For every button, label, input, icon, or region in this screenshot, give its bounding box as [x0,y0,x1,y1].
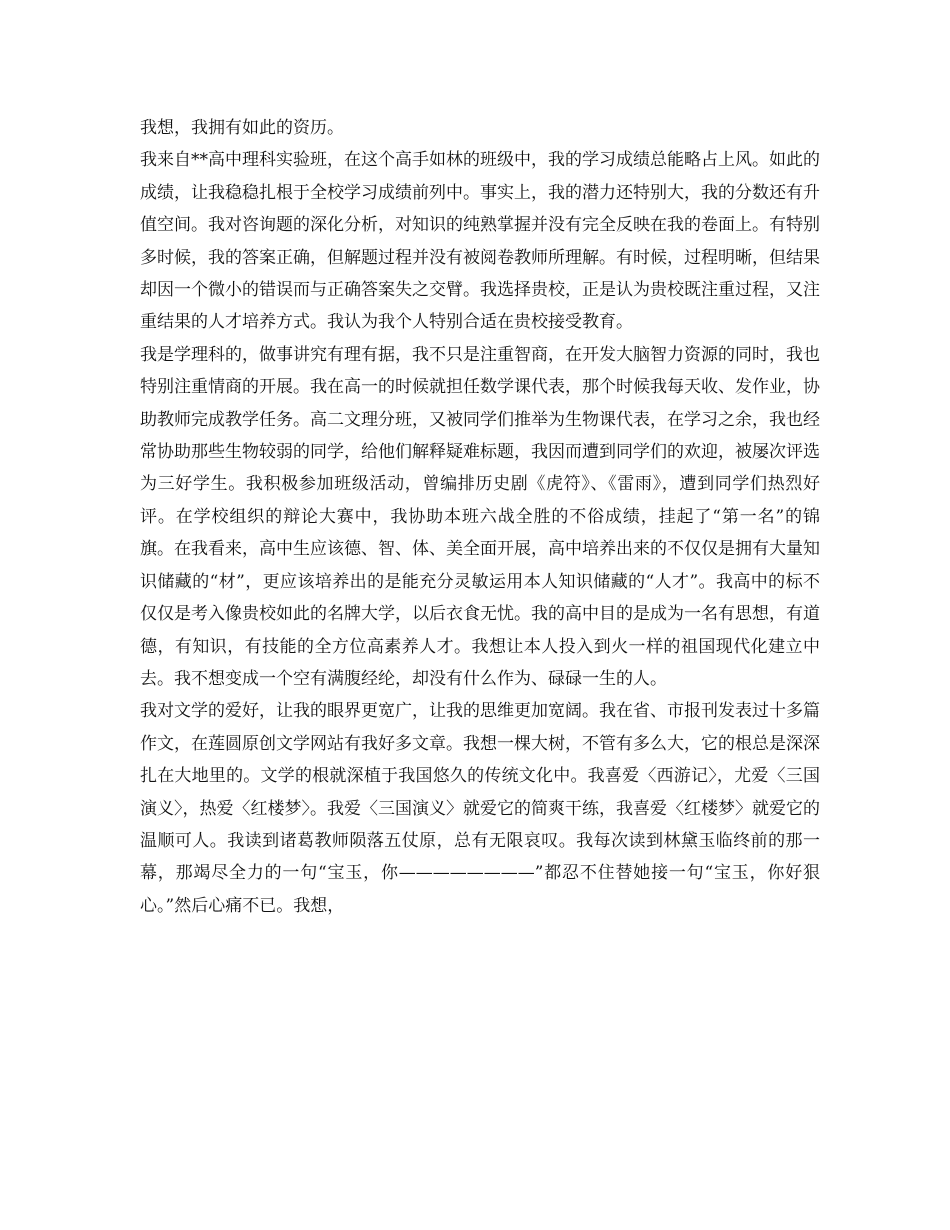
document-body [140,112,820,922]
paragraph-2: 我来自**高中理科实验班，在这个高手如林的班级中，我的学习成绩总能略占上风。如此的成绩，让我稳稳扎根于全校学习成绩前列中。事实上，我的潜力还特别大，我的分数还有升值空间。我对咨询题的深化分析，对知识的纯熟掌握并没有完全反映在我的卷面上。有特别多时候，我的答案正确，但解题过程并没有被阅卷教师所理解。有时候，过程明晰，但结果却因一个微小的错误而与正确答案失之交臂。我选择贵校，正是认为贵校既注重过程，又注重结果的人才培养方式。我认为我个人特别合适在贵校接受教育。 [140,150,820,333]
paragraph-4: 我对文学的爱好，让我的眼界更宽广，让我的思维更加宽阔。我在省、市报刊发表过十多篇作文，在莲圆原创文学网站有我好多文章。我想一棵大树，不管有多么大，它的根总是深深扎在大地里的。文学的根就深植于我国悠久的传统文化中。我喜爱〈西游记〉，尤爱〈三国演义〉，热爱〈红楼梦〉。我爱〈三国演义〉就爱它的简爽干练，我喜爱〈红楼梦〉就爱它的温顺可人。我读到诸葛教师陨落五仗原，总有无限哀叹。我每次读到林黛玉临终前的那一幕，那竭尽全力的一句“宝玉，你————————”都忍不住替她接一句“宝玉，你好狠心。”然后心痛不已。我想， [140,701,820,916]
paragraph-1: 我想，我拥有如此的资历。 [140,118,344,138]
paragraph-3: 我是学理科的，做事讲究有理有据，我不只是注重智商，在开发大脑智力资源的同时，我也特别注重情商的开展。我在高一的时候就担任数学课代表，那个时候我每天收、发作业，协助教师完成教学任务。高二文理分班，又被同学们推举为生物课代表，在学习之余，我也经常协助那些生物较弱的同学，给他们解释疑难标题，我因而遭到同学们的欢迎，被屡次评选为三好学生。我积极参加班级活动，曾编排历史剧《虎符》、《雷雨》，遭到同学们热烈好评。在学校组织的辩论大赛中，我协助本班六战全胜的不俗成绩，挂起了“第一名”的锦旗。在我看来，高中生应该德、智、体、美全面开展，高中培养出来的不仅仅是拥有大量知识储藏的“材”，更应该培养出的是能充分灵敏运用本人知识储藏的“人才”。我高中的标不仅仅是考入像贵校如此的名牌大学，以后衣食无忧。我的高中目的是成为一名有思想，有道德，有知识，有技能的全方位高素养人才。我想让本人投入到火一样的祖国现代化建立中去。我不想变成一个空有满腹经纶，却没有什么作为、碌碌一生的人。 [140,344,820,689]
